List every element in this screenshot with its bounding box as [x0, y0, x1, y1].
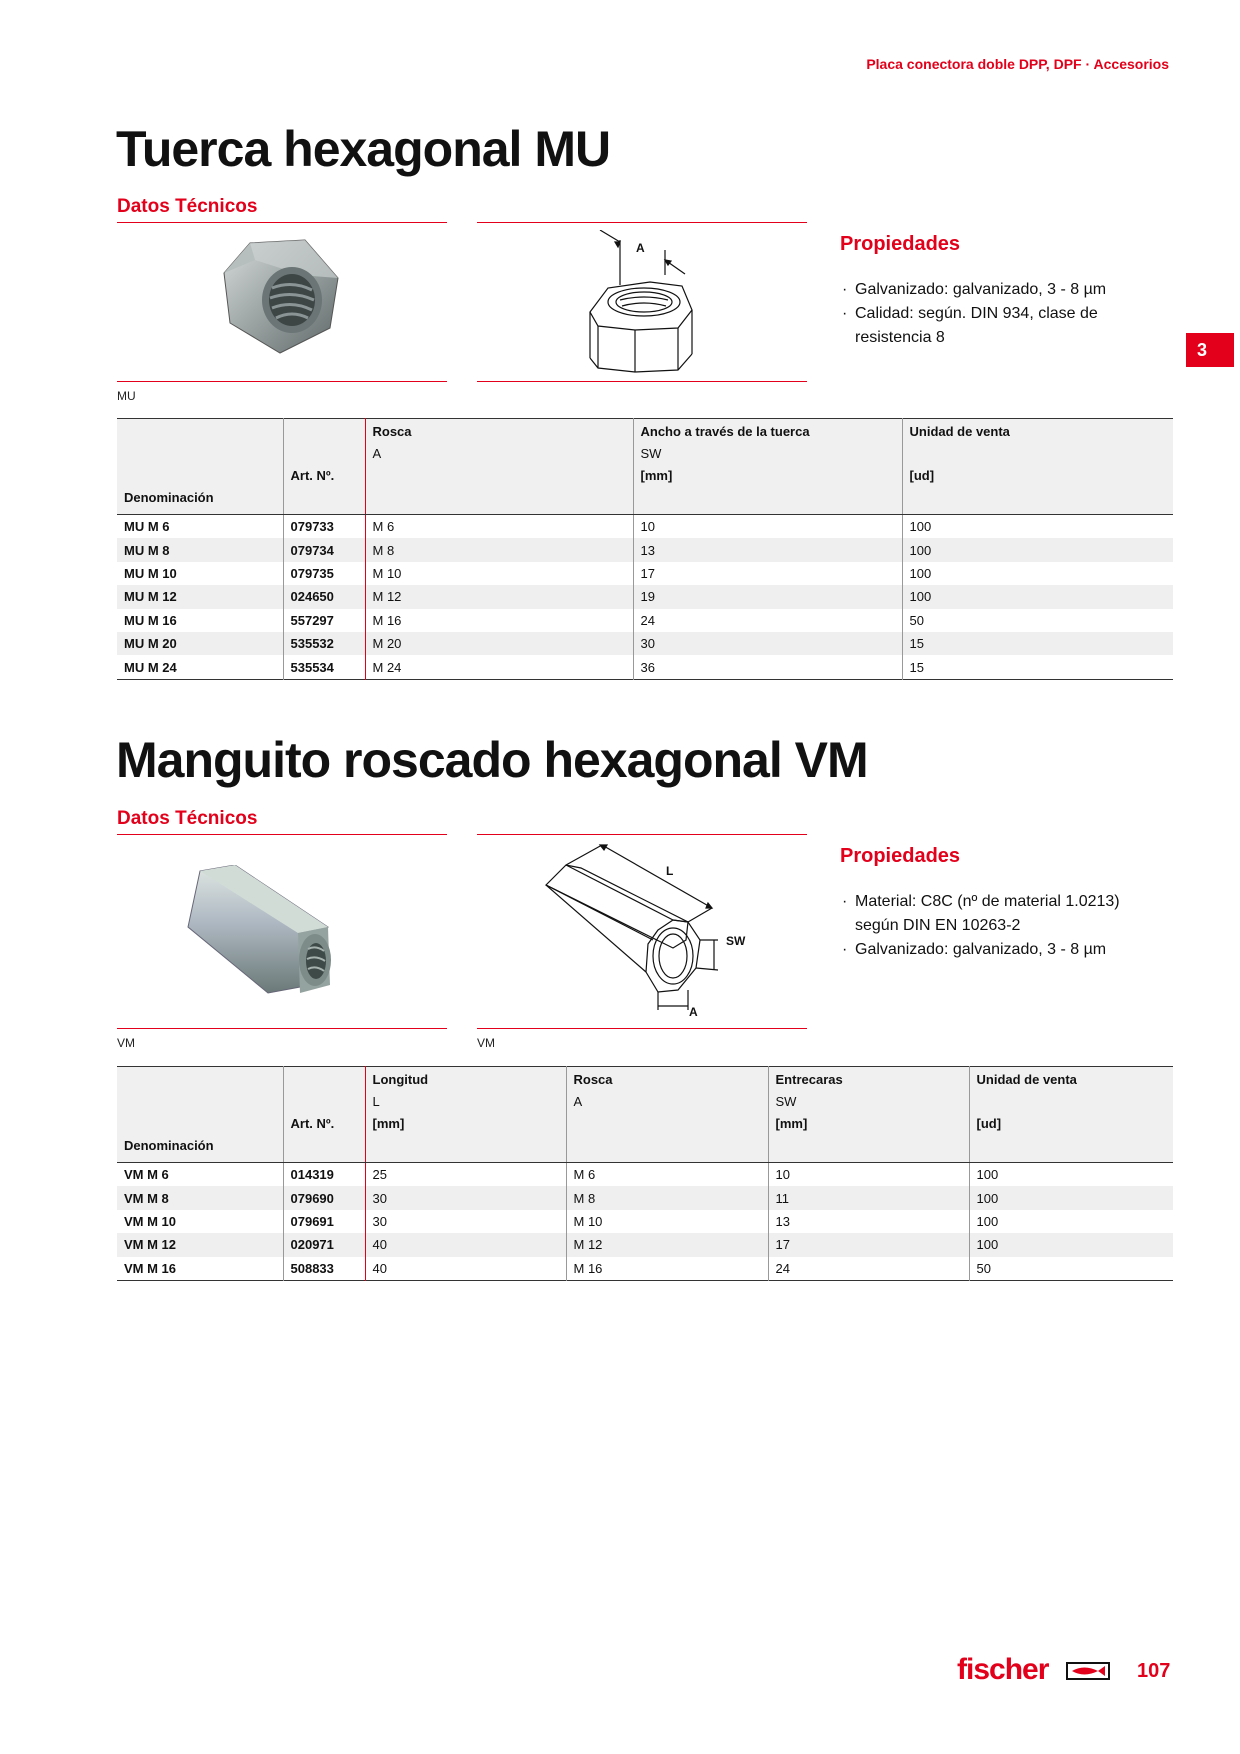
table-cell: 100 — [969, 1163, 1173, 1187]
table-cell: 100 — [902, 562, 1173, 585]
table-cell: M 24 — [365, 655, 633, 679]
table-row — [117, 538, 1173, 561]
table-cell: M 6 — [365, 515, 633, 539]
properties-title: Propiedades — [840, 233, 961, 255]
table-cell: 24 — [633, 609, 902, 632]
vm-table — [117, 1066, 1173, 1281]
col-unit: [ud] — [902, 468, 1173, 490]
table-cell: 15 — [902, 655, 1173, 679]
col-unit: [ud] — [969, 1116, 1173, 1138]
table-cell: 36 — [633, 655, 902, 679]
mu-table — [117, 418, 1173, 680]
col-unit — [566, 1116, 768, 1138]
table-cell: 30 — [633, 632, 902, 655]
table-cell: 15 — [902, 632, 1173, 655]
col-symbol — [969, 1094, 1173, 1116]
table-row — [117, 1186, 1173, 1209]
col-symbol: SW — [768, 1094, 969, 1116]
dimension-label-a: A — [636, 241, 645, 255]
col-header-denominacion: Denominación — [117, 490, 283, 515]
table-cell: 17 — [768, 1233, 969, 1256]
table-cell: VM M 6 — [124, 1167, 169, 1183]
table-cell: MU M 8 — [117, 538, 283, 561]
table-cell: 24 — [768, 1257, 969, 1281]
col-symbol: SW — [633, 446, 902, 468]
col-unit — [365, 468, 633, 490]
page-number: 107 — [1137, 1660, 1171, 1682]
table-cell: 100 — [902, 538, 1173, 561]
divider — [117, 834, 447, 835]
table-cell: 10 — [633, 515, 902, 539]
table-row — [117, 1233, 1173, 1256]
divider — [477, 834, 807, 835]
table-row — [117, 515, 1173, 539]
col-header-unidad: Unidad de venta — [902, 419, 1173, 447]
table-cell: 024650 — [283, 585, 365, 608]
table-cell: 079691 — [283, 1210, 365, 1233]
col-header-rosca: Rosca — [566, 1067, 768, 1095]
property-item: · Galvanizado: galvanizado, 3 - 8 µm — [840, 938, 1160, 962]
section-subtitle-vm: Datos Técnicos — [117, 808, 258, 829]
table-cell: VM M 16 — [124, 1260, 177, 1276]
section-title-vm: Manguito roscado hexagonal VM — [116, 732, 868, 788]
property-item: · Material: C8C (nº de material 1.0213) según DIN EN 10263-2 — [840, 890, 1160, 938]
table-cell: 10 — [768, 1163, 969, 1187]
col-unit: [mm] — [633, 468, 902, 490]
col-unit: [mm] — [768, 1116, 969, 1138]
col-header-entrecaras: Entrecaras — [768, 1067, 969, 1095]
table-cell: 014319 — [283, 1163, 365, 1187]
hex-nut-photo — [220, 238, 345, 358]
table-cell: MU M 24 — [124, 659, 177, 675]
col-symbol: A — [365, 446, 633, 468]
col-header-denominacion: Denominación — [117, 1138, 283, 1163]
table-cell: 30 — [365, 1186, 566, 1209]
col-symbol: A — [566, 1094, 768, 1116]
table-cell: 100 — [969, 1210, 1173, 1233]
col-header-longitud: Longitud — [365, 1067, 566, 1095]
section-title-mu: Tuerca hexagonal MU — [116, 121, 611, 177]
col-symbol: L — [365, 1094, 566, 1116]
table-cell: 100 — [902, 585, 1173, 608]
table-cell: 079733 — [283, 515, 365, 539]
table-cell: 535532 — [283, 632, 365, 655]
property-item: · Galvanizado: galvanizado, 3 - 8 µm — [840, 278, 1160, 302]
table-cell: 079690 — [283, 1186, 365, 1209]
table-row — [117, 562, 1173, 585]
col-header-art: Art. Nº. — [283, 1116, 365, 1138]
divider — [477, 381, 807, 382]
section-subtitle-mu: Datos Técnicos — [117, 196, 258, 217]
table-row — [117, 1257, 1173, 1281]
col-unit: [mm] — [365, 1116, 566, 1138]
table-cell: M 10 — [365, 562, 633, 585]
col-header-art: Art. Nº. — [283, 468, 365, 490]
table-cell: 020971 — [283, 1233, 365, 1256]
table-cell: 100 — [969, 1233, 1173, 1256]
table-cell: M 16 — [365, 609, 633, 632]
table-cell: M 8 — [365, 538, 633, 561]
table-cell: 17 — [633, 562, 902, 585]
table-cell: 508833 — [283, 1257, 365, 1281]
table-cell: 25 — [365, 1163, 566, 1187]
drawing-caption: VM — [477, 1036, 495, 1050]
table-cell: 50 — [969, 1257, 1173, 1281]
table-cell: MU M 10 — [124, 565, 177, 581]
col-header-sw: Ancho a través de la tuerca — [633, 419, 902, 447]
breadcrumb[interactable]: Placa conectora doble DPP, DPF · Accesorios — [866, 56, 1169, 72]
divider — [117, 381, 447, 382]
table-row — [117, 609, 1173, 632]
table-cell: 079734 — [283, 538, 365, 561]
threaded-sleeve-photo — [180, 865, 370, 1005]
table-cell: 557297 — [283, 609, 365, 632]
table-cell: 30 — [365, 1210, 566, 1233]
col-symbol — [902, 446, 1173, 468]
dimension-label-a: A — [689, 1005, 698, 1019]
table-cell: M 12 — [566, 1233, 768, 1256]
table-cell: MU M 16 — [124, 612, 177, 628]
table-row — [117, 1210, 1173, 1233]
table-cell: M 8 — [566, 1186, 768, 1209]
table-cell: M 16 — [566, 1257, 768, 1281]
table-cell: MU M 12 — [117, 585, 283, 608]
fish-logo-icon — [1066, 1662, 1110, 1680]
properties-list — [840, 278, 1160, 350]
table-cell: 13 — [633, 538, 902, 561]
property-item: · Calidad: según. DIN 934, clase de resistencia 8 — [840, 302, 1160, 350]
table-cell: 100 — [969, 1186, 1173, 1209]
table-cell: 19 — [633, 585, 902, 608]
table-cell: 11 — [768, 1186, 969, 1209]
table-cell: MU M 20 — [117, 632, 283, 655]
table-cell: M 10 — [566, 1210, 768, 1233]
divider — [117, 222, 447, 223]
photo-caption: VM — [117, 1036, 135, 1050]
table-cell: MU M 6 — [124, 519, 170, 535]
chapter-tab[interactable]: 3 — [1186, 333, 1234, 367]
col-header-rosca: Rosca — [365, 419, 633, 447]
table-cell: 13 — [768, 1210, 969, 1233]
table-cell: VM M 12 — [117, 1233, 283, 1256]
col-header-unidad: Unidad de venta — [969, 1067, 1173, 1095]
table-cell: 40 — [365, 1257, 566, 1281]
table-cell: M 12 — [365, 585, 633, 608]
table-cell: VM M 8 — [117, 1186, 283, 1209]
table-cell: 50 — [902, 609, 1173, 632]
table-cell: 40 — [365, 1233, 566, 1256]
table-cell: M 6 — [566, 1163, 768, 1187]
table-row — [117, 655, 1173, 679]
dimension-label-l: L — [666, 864, 674, 878]
table-row — [117, 585, 1173, 608]
table-cell: M 20 — [365, 632, 633, 655]
threaded-sleeve-drawing — [538, 840, 748, 1030]
divider — [477, 222, 807, 223]
photo-caption: MU — [117, 389, 136, 403]
table-cell: 535534 — [283, 655, 365, 679]
table-cell: 079735 — [283, 562, 365, 585]
divider — [117, 1028, 447, 1029]
brand-logo: fischer — [957, 1653, 1049, 1686]
properties-title: Propiedades — [840, 845, 961, 867]
table-row — [117, 632, 1173, 655]
table-cell: 100 — [902, 515, 1173, 539]
table-cell: VM M 10 — [124, 1213, 177, 1229]
properties-list — [840, 890, 1160, 962]
table-row — [117, 1163, 1173, 1187]
dimension-label-sw: SW — [726, 934, 746, 948]
